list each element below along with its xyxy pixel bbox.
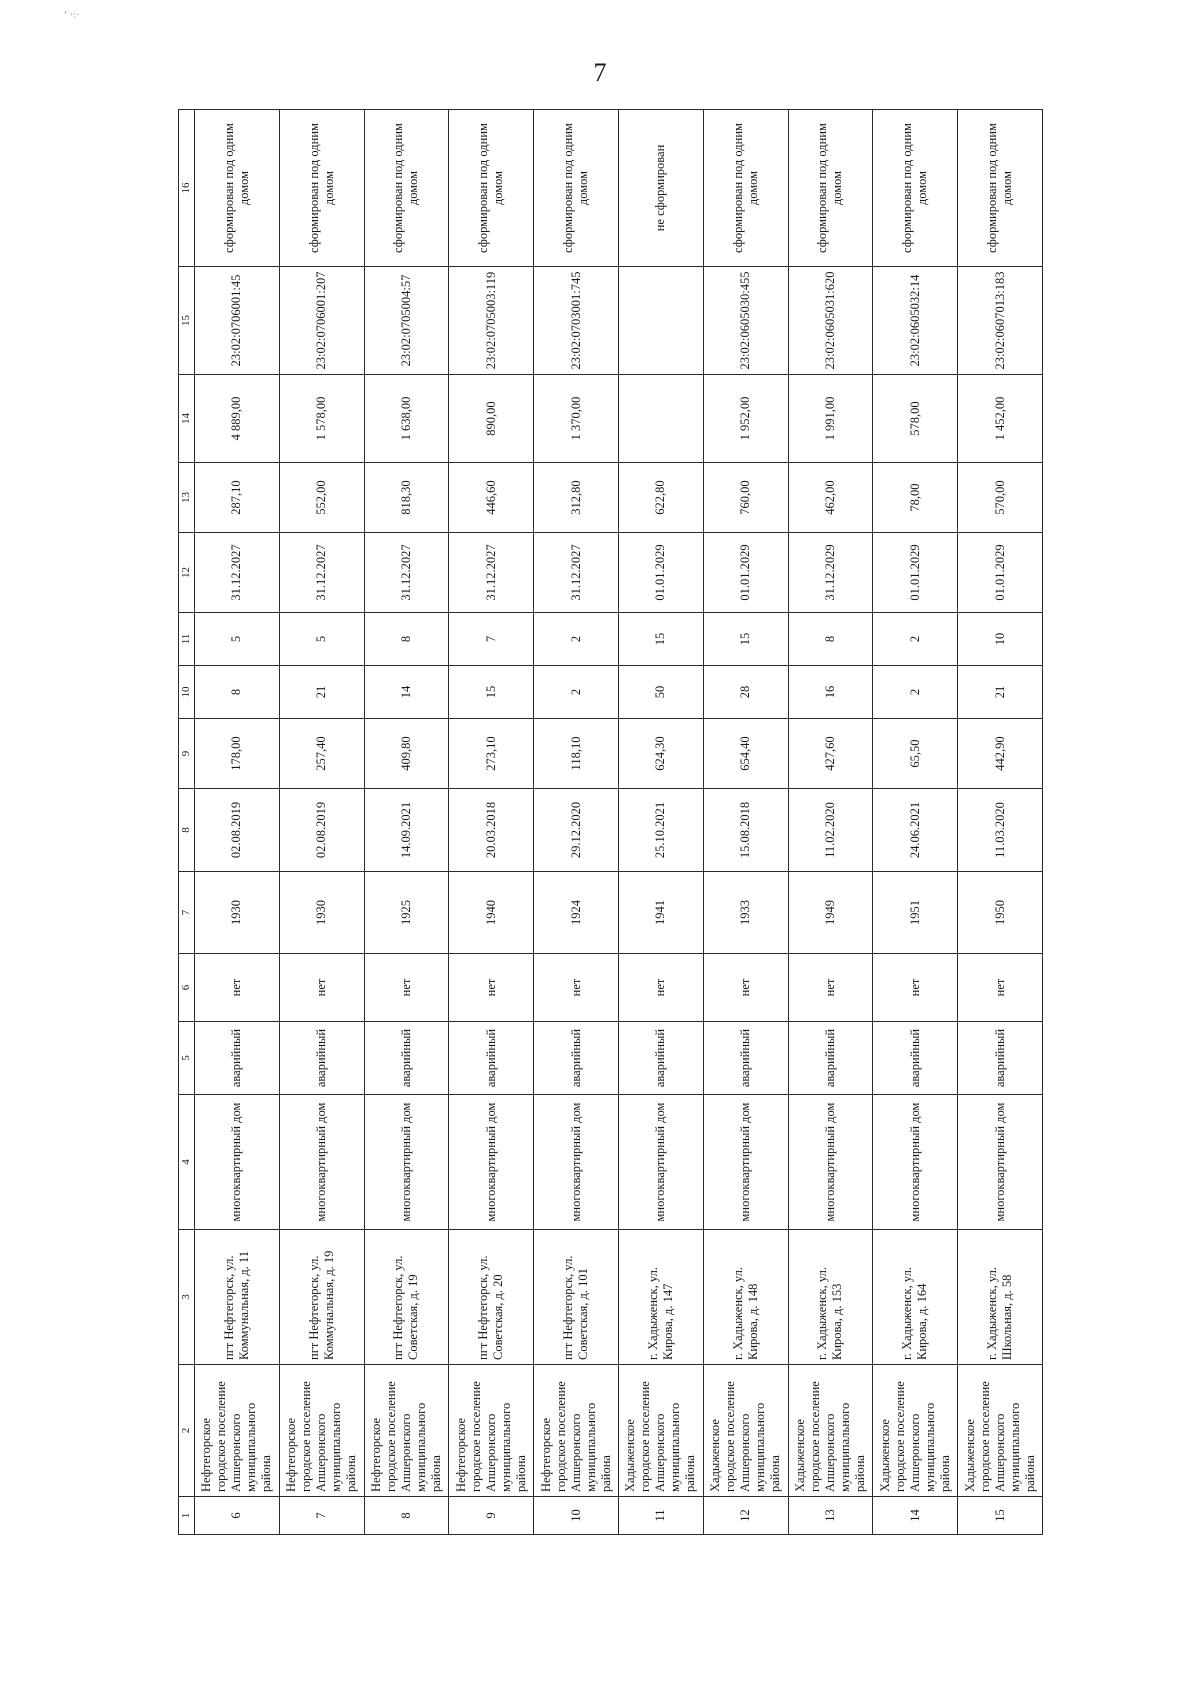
table-cell: 11.03.2020 xyxy=(958,789,1043,872)
table-cell: 23:02:0607013:183 xyxy=(958,267,1043,375)
table-cell: Нефтегорское городское поселение Апшеронского муниципального района xyxy=(534,1365,619,1497)
table-cell: г. Хадыженск, ул. Кирова, д. 164 xyxy=(873,1230,958,1365)
table-cell: 13 xyxy=(788,1497,873,1535)
table-cell: 312,80 xyxy=(534,463,619,533)
table-cell: 21 xyxy=(958,666,1043,719)
table-cell: многоквартирный дом xyxy=(618,1095,703,1230)
table-cell: 8 xyxy=(364,613,449,666)
table-cell: 31.12.2027 xyxy=(195,533,280,613)
rotated-table-container xyxy=(178,110,1043,1535)
table-cell: многоквартирный дом xyxy=(279,1095,364,1230)
table-cell: 23:02:0605032:14 xyxy=(873,267,958,375)
table-row xyxy=(958,110,1043,1535)
table-cell: 624,30 xyxy=(618,719,703,789)
table-row xyxy=(449,110,534,1535)
table-cell: 9 xyxy=(449,1497,534,1535)
table-cell: 4 889,00 xyxy=(195,375,280,463)
table-cell: 1950 xyxy=(958,872,1043,954)
table-cell: аварийный xyxy=(195,1022,280,1095)
table-cell: Хадыженское городское поселение Апшеронского муниципального района xyxy=(873,1365,958,1497)
table-cell xyxy=(618,375,703,463)
table-cell: 16 xyxy=(788,666,873,719)
table-cell: 01.01.2029 xyxy=(873,533,958,613)
table-cell: многоквартирный дом xyxy=(364,1095,449,1230)
table-cell: 2 xyxy=(873,613,958,666)
table-cell: 31.12.2027 xyxy=(279,533,364,613)
column-number: 8 xyxy=(179,789,195,872)
table-cell: г. Хадыженск, ул. Школьная, д. 58 xyxy=(958,1230,1043,1365)
table-row xyxy=(279,110,364,1535)
table-cell: 31.12.2027 xyxy=(364,533,449,613)
table-cell: не сформирован xyxy=(618,110,703,267)
table-cell: 7 xyxy=(449,613,534,666)
column-number: 2 xyxy=(179,1365,195,1497)
table-cell: 654,40 xyxy=(703,719,788,789)
table-cell: 178,00 xyxy=(195,719,280,789)
table-cell: 23:02:0705003:119 xyxy=(449,267,534,375)
table-cell: 5 xyxy=(195,613,280,666)
table-cell: Нефтегорское городское поселение Апшеронского муниципального района xyxy=(279,1365,364,1497)
table-cell: Нефтегорское городское поселение Апшеронского муниципального района xyxy=(364,1365,449,1497)
table-cell: 1933 xyxy=(703,872,788,954)
column-number: 3 xyxy=(179,1230,195,1365)
table-cell: 50 xyxy=(618,666,703,719)
table-cell: сформирован под одним домом xyxy=(195,110,280,267)
housing-register-table xyxy=(178,109,1043,1535)
table-cell: 8 xyxy=(364,1497,449,1535)
table-cell: аварийный xyxy=(958,1022,1043,1095)
column-number: 13 xyxy=(179,463,195,533)
table-cell: сформирован под одним домом xyxy=(279,110,364,267)
table-cell: Нефтегорское городское поселение Апшеронского муниципального района xyxy=(449,1365,534,1497)
table-cell: 29.12.2020 xyxy=(534,789,619,872)
page-number: 7 xyxy=(593,58,607,87)
table-cell: 442,90 xyxy=(958,719,1043,789)
table-cell: 1 638,00 xyxy=(364,375,449,463)
table-cell: многоквартирный дом xyxy=(958,1095,1043,1230)
table-cell: 273,10 xyxy=(449,719,534,789)
table-row xyxy=(534,110,619,1535)
table-cell: пгт Нефтегорск, ул. Советская, д. 20 xyxy=(449,1230,534,1365)
scan-speck: ' ·:· xyxy=(64,10,80,21)
table-cell: Нефтегорское городское поселение Апшеронского муниципального района xyxy=(195,1365,280,1497)
table-cell: 578,00 xyxy=(873,375,958,463)
table-cell: сформирован под одним домом xyxy=(703,110,788,267)
table-cell: 2 xyxy=(534,613,619,666)
table-cell: 28 xyxy=(703,666,788,719)
table-cell: 15 xyxy=(618,613,703,666)
column-number: 11 xyxy=(179,613,195,666)
table-cell: пгт Нефтегорск, ул. Коммунальная, д. 19 xyxy=(279,1230,364,1365)
table-cell: многоквартирный дом xyxy=(788,1095,873,1230)
table-cell: 1 578,00 xyxy=(279,375,364,463)
column-number: 6 xyxy=(179,954,195,1022)
table-cell: 15 xyxy=(958,1497,1043,1535)
column-number: 14 xyxy=(179,375,195,463)
table-cell: 14.09.2021 xyxy=(364,789,449,872)
table-cell: нет xyxy=(279,954,364,1022)
table-cell: 1941 xyxy=(618,872,703,954)
table-cell: многоквартирный дом xyxy=(534,1095,619,1230)
table-cell: сформирован под одним домом xyxy=(534,110,619,267)
table-cell: 1 452,00 xyxy=(958,375,1043,463)
table-cell: 409,80 xyxy=(364,719,449,789)
table-cell: пгт Нефтегорск, ул. Советская, д. 19 xyxy=(364,1230,449,1365)
table-cell: аварийный xyxy=(279,1022,364,1095)
table-cell: 8 xyxy=(195,666,280,719)
table-cell xyxy=(618,267,703,375)
table-cell: 818,30 xyxy=(364,463,449,533)
table-cell: 20.03.2018 xyxy=(449,789,534,872)
table-cell: 1949 xyxy=(788,872,873,954)
table-row xyxy=(195,110,280,1535)
table-cell: 14 xyxy=(364,666,449,719)
column-number: 10 xyxy=(179,666,195,719)
table-row xyxy=(364,110,449,1535)
table-cell: нет xyxy=(618,954,703,1022)
column-number: 4 xyxy=(179,1095,195,1230)
table-cell: 65,50 xyxy=(873,719,958,789)
table-cell: 15.08.2018 xyxy=(703,789,788,872)
table-cell: 1924 xyxy=(534,872,619,954)
column-number: 5 xyxy=(179,1022,195,1095)
table-row xyxy=(873,110,958,1535)
table-cell: 11 xyxy=(618,1497,703,1535)
table-cell: многоквартирный дом xyxy=(195,1095,280,1230)
table-cell: 5 xyxy=(279,613,364,666)
column-number: 16 xyxy=(179,110,195,267)
table-cell: 446,60 xyxy=(449,463,534,533)
table-cell: сформирован под одним домом xyxy=(788,110,873,267)
table-cell: сформирован под одним домом xyxy=(873,110,958,267)
table-cell: сформирован под одним домом xyxy=(364,110,449,267)
table-cell: пгт Нефтегорск, ул. Коммунальная, д. 11 xyxy=(195,1230,280,1365)
table-cell: 01.01.2029 xyxy=(618,533,703,613)
table-cell: нет xyxy=(703,954,788,1022)
table-cell: 11.02.2020 xyxy=(788,789,873,872)
table-cell: 14 xyxy=(873,1497,958,1535)
table-cell: нет xyxy=(873,954,958,1022)
table-cell: 23:02:0706001:45 xyxy=(195,267,280,375)
table-body xyxy=(179,110,1043,1535)
table-cell: 10 xyxy=(534,1497,619,1535)
table-cell: г. Хадыженск, ул. Кирова, д. 147 xyxy=(618,1230,703,1365)
table-cell: 31.12.2027 xyxy=(534,533,619,613)
table-cell: 257,40 xyxy=(279,719,364,789)
table-cell: 118,10 xyxy=(534,719,619,789)
table-cell: многоквартирный дом xyxy=(449,1095,534,1230)
table-cell: нет xyxy=(364,954,449,1022)
table-cell: 2 xyxy=(873,666,958,719)
table-cell: 15 xyxy=(703,613,788,666)
table-cell: 570,00 xyxy=(958,463,1043,533)
table-cell: 1951 xyxy=(873,872,958,954)
table-cell: 2 xyxy=(534,666,619,719)
table-cell: 78,00 xyxy=(873,463,958,533)
table-cell: 8 xyxy=(788,613,873,666)
column-number: 12 xyxy=(179,533,195,613)
table-cell: 427,60 xyxy=(788,719,873,789)
table-cell: 01.01.2029 xyxy=(703,533,788,613)
table-cell: 02.08.2019 xyxy=(195,789,280,872)
table-cell: 23:02:0605031:620 xyxy=(788,267,873,375)
table-cell: 24.06.2021 xyxy=(873,789,958,872)
table-cell: нет xyxy=(534,954,619,1022)
column-number: 15 xyxy=(179,267,195,375)
table-cell: 21 xyxy=(279,666,364,719)
table-cell: нет xyxy=(958,954,1043,1022)
table-cell: 6 xyxy=(195,1497,280,1535)
table-cell: Хадыженское городское поселение Апшеронского муниципального района xyxy=(618,1365,703,1497)
table-cell: 622,80 xyxy=(618,463,703,533)
table-row xyxy=(788,110,873,1535)
table-cell: 15 xyxy=(449,666,534,719)
table-cell: нет xyxy=(449,954,534,1022)
column-number: 9 xyxy=(179,719,195,789)
table-cell: 31.12.2027 xyxy=(449,533,534,613)
table-cell: 12 xyxy=(703,1497,788,1535)
table-cell: 7 xyxy=(279,1497,364,1535)
table-cell: 01.01.2029 xyxy=(958,533,1043,613)
table-row xyxy=(618,110,703,1535)
table-cell: 462,00 xyxy=(788,463,873,533)
table-cell: аварийный xyxy=(449,1022,534,1095)
table-cell: 1 991,00 xyxy=(788,375,873,463)
table-cell: 23:02:0605030:455 xyxy=(703,267,788,375)
table-cell: 1940 xyxy=(449,872,534,954)
table-cell: многоквартирный дом xyxy=(873,1095,958,1230)
table-cell: аварийный xyxy=(364,1022,449,1095)
table-cell: аварийный xyxy=(788,1022,873,1095)
table-cell: Хадыженское городское поселение Апшеронского муниципального района xyxy=(703,1365,788,1497)
table-cell: нет xyxy=(788,954,873,1022)
table-cell: 10 xyxy=(958,613,1043,666)
table-cell: 23:02:0705004:57 xyxy=(364,267,449,375)
table-cell: 31.12.2029 xyxy=(788,533,873,613)
table-cell: 890,00 xyxy=(449,375,534,463)
table-cell: 760,00 xyxy=(703,463,788,533)
table-cell: 1930 xyxy=(279,872,364,954)
table-cell: Хадыженское городское поселение Апшеронского муниципального района xyxy=(958,1365,1043,1497)
table-cell: пгт Нефтегорск, ул. Советская, д. 101 xyxy=(534,1230,619,1365)
table-cell: нет xyxy=(195,954,280,1022)
table-cell: 1930 xyxy=(195,872,280,954)
table-cell: 1 952,00 xyxy=(703,375,788,463)
table-cell: многоквартирный дом xyxy=(703,1095,788,1230)
table-cell: 552,00 xyxy=(279,463,364,533)
table-cell: 1 370,00 xyxy=(534,375,619,463)
column-number: 1 xyxy=(179,1497,195,1535)
table-cell: г. Хадыженск, ул. Кирова, д. 148 xyxy=(703,1230,788,1365)
table-cell: аварийный xyxy=(534,1022,619,1095)
table-cell: сформирован под одним домом xyxy=(958,110,1043,267)
table-cell: аварийный xyxy=(873,1022,958,1095)
table-cell: 287,10 xyxy=(195,463,280,533)
table-cell: сформирован под одним домом xyxy=(449,110,534,267)
table-cell: 1925 xyxy=(364,872,449,954)
table-row xyxy=(703,110,788,1535)
column-number: 7 xyxy=(179,872,195,954)
table-cell: 02.08.2019 xyxy=(279,789,364,872)
table-cell: аварийный xyxy=(618,1022,703,1095)
table-cell: г. Хадыженск, ул. Кирова, д. 153 xyxy=(788,1230,873,1365)
table-cell: аварийный xyxy=(703,1022,788,1095)
table-cell: 23:02:0703001:745 xyxy=(534,267,619,375)
column-number-row xyxy=(179,110,195,1535)
table-cell: Хадыженское городское поселение Апшеронского муниципального района xyxy=(788,1365,873,1497)
table-cell: 25.10.2021 xyxy=(618,789,703,872)
table-cell: 23:02:0706001:207 xyxy=(279,267,364,375)
